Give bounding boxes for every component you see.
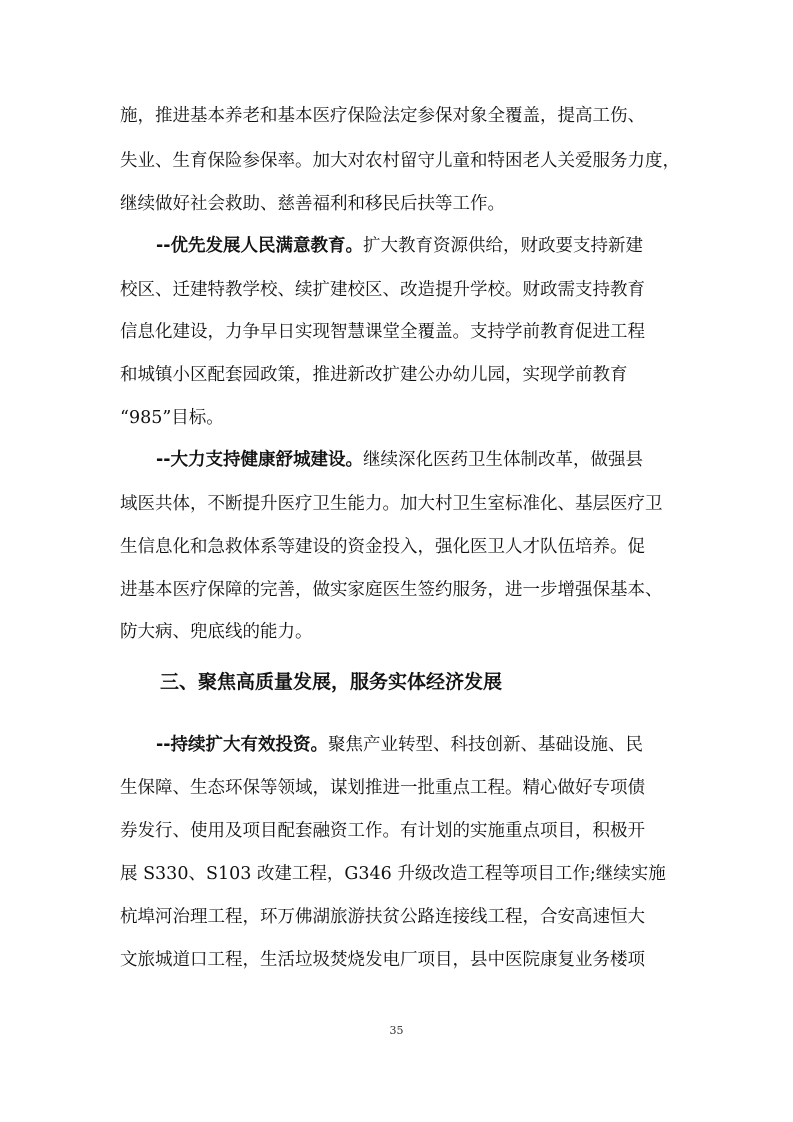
paragraph-line: 杭埠河治理工程，环万佛湖旅游扶贫公路连接线工程，合安高速恒大	[120, 907, 645, 927]
paragraph-line: 文旅城道口工程，生活垃圾焚烧发电厂项目，县中医院康复业务楼项	[120, 950, 645, 970]
paragraph-line: 进基本医疗保障的完善，做实家庭医生签约服务，进一步增强保基本、	[120, 580, 663, 600]
paragraph-line: 失业、生育保险参保率。加大对农村留守儿童和特困老人关爱服务力度，	[120, 151, 680, 171]
paragraph-line: 防大病、兜底线的能力。	[120, 622, 313, 642]
paragraph-line: “985”目标。	[120, 408, 224, 428]
section-lead: --大力支持健康舒城建设。	[156, 450, 364, 470]
paragraph-line: 生保障、生态环保等领域，谋划推进一批重点工程。精心做好专项债	[120, 778, 645, 798]
paragraph-line: --优先发展人民满意教育。扩大教育资源供给，财政要支持新建	[156, 236, 644, 256]
paragraph-line: --大力支持健康舒城建设。继续深化医药卫生体制改革，做强县	[156, 450, 644, 470]
paragraph-line: 校区、迁建特教学校、续扩建校区、改造提升学校。财政需支持教育	[120, 280, 645, 300]
paragraph-line: 信息化建设，力争早日实现智慧课堂全覆盖。支持学前教育促进工程	[120, 322, 645, 342]
paragraph-line: 继续做好社会救助、慈善福利和移民后扶等工作。	[120, 194, 505, 214]
section-lead: --优先发展人民满意教育。	[156, 236, 364, 256]
page-number: 35	[389, 1024, 404, 1037]
paragraph-line: 和城镇小区配套园政策，推进新改扩建公办幼儿园，实现学前教育	[120, 365, 628, 385]
paragraph-line: 施，推进基本养老和基本医疗保险法定参保对象全覆盖，提高工伤、	[120, 106, 645, 126]
paragraph-line: 展 S330、S103 改建工程，G346 升级改造工程等项目工作;继续实施	[120, 864, 666, 884]
paragraph-line: 券发行、使用及项目配套融资工作。有计划的实施重点项目，积极开	[120, 821, 645, 841]
paragraph-line: 域医共体，不断提升医疗卫生能力。加大村卫生室标准化、基层医疗卫	[120, 494, 663, 514]
section-lead: --持续扩大有效投资。	[156, 735, 329, 755]
paragraph-line: 生信息化和急救体系等建设的资金投入，强化医卫人才队伍培养。促	[120, 537, 645, 557]
paragraph-line: --持续扩大有效投资。聚焦产业转型、科技创新、基础设施、民	[156, 735, 644, 755]
section-heading: 三、聚焦高质量发展，服务实体经济发展	[160, 671, 503, 693]
